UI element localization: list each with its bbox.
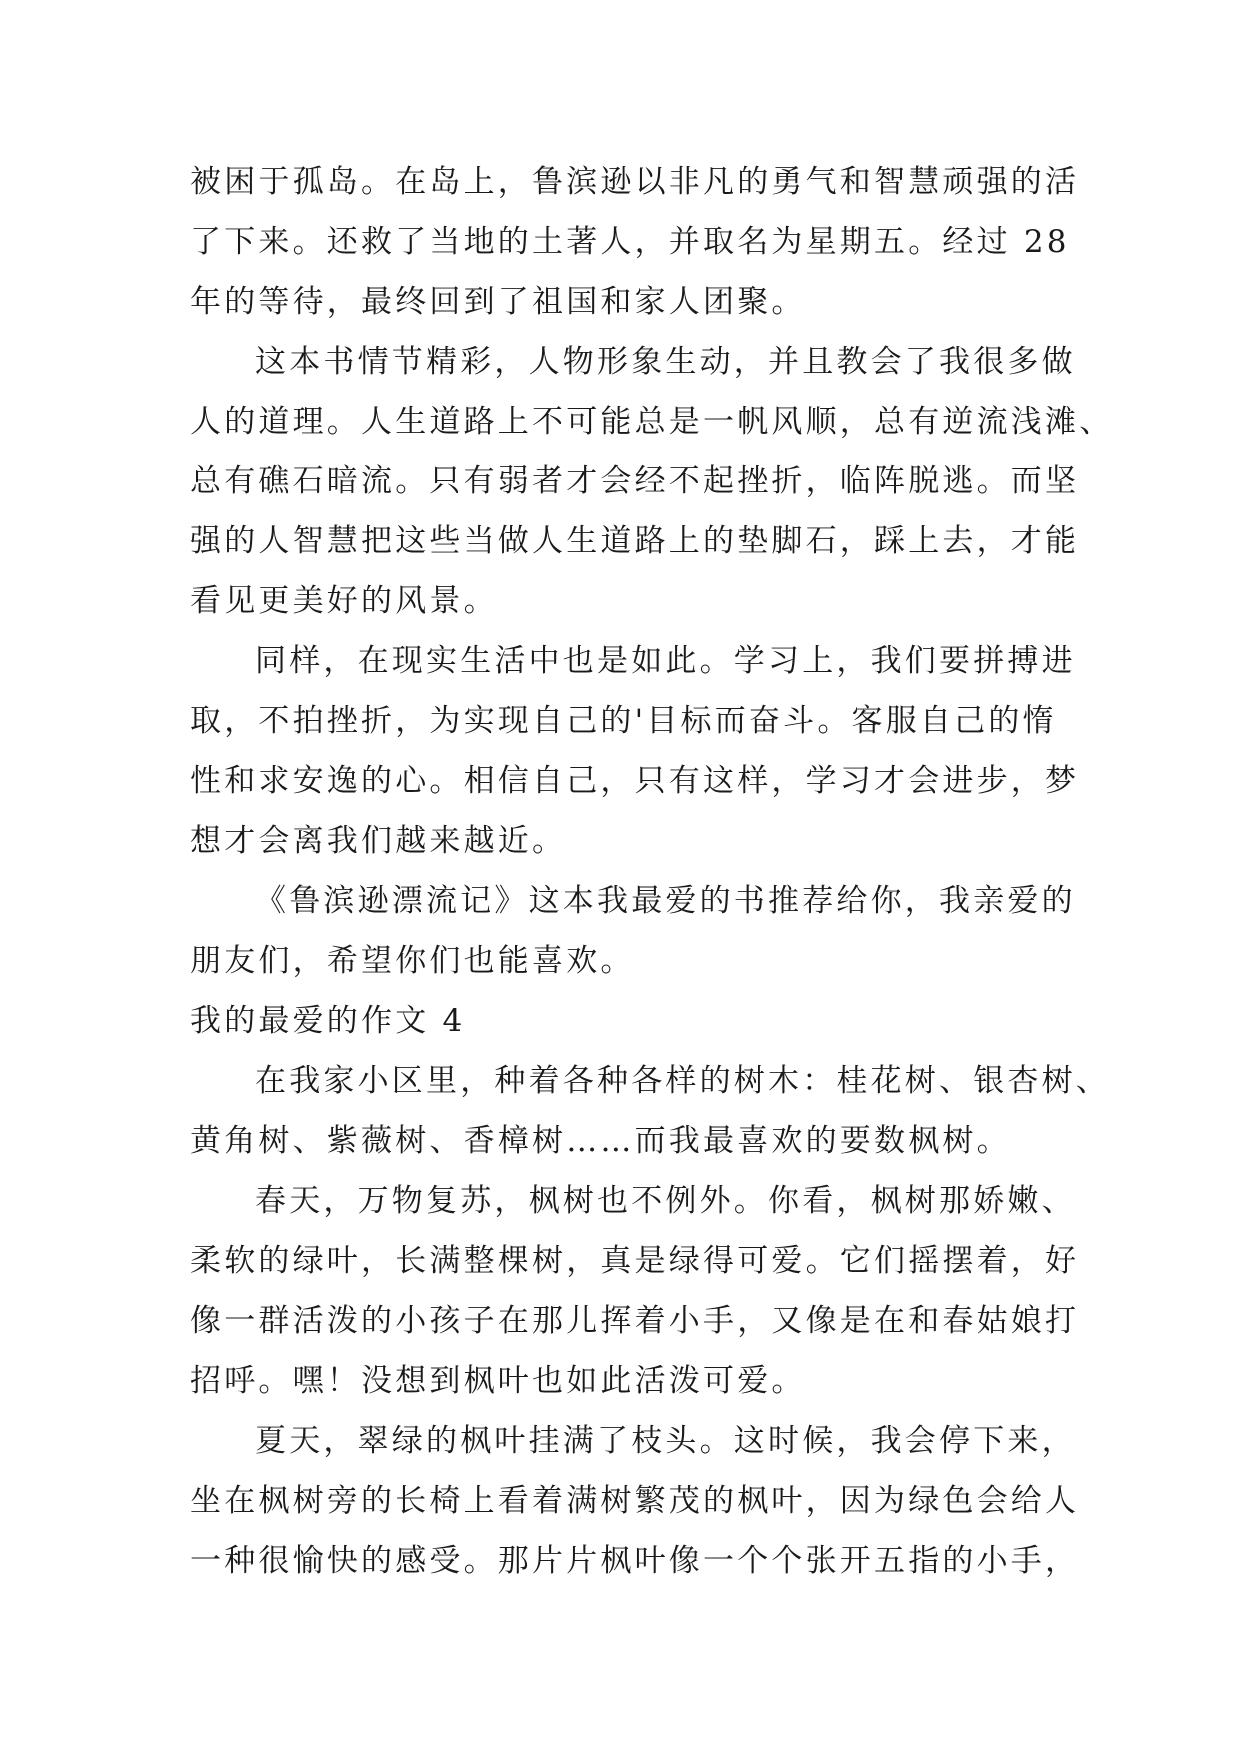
text-line: 了下来。还救了当地的土著人，并取名为星期五。经过 28 xyxy=(190,224,1070,260)
text-line: 看见更美好的风景。 xyxy=(190,583,498,619)
text-line: 招呼。嘿！没想到枫叶也如此活泼可爱。 xyxy=(190,1363,806,1399)
section-heading: 我的最爱的作文 4 xyxy=(190,1003,466,1039)
paragraph-first-line: 《鲁滨逊漂流记》这本我最爱的书推荐给你，我亲爱的 xyxy=(255,883,1076,919)
paragraph-first-line: 这本书情节精彩，人物形象生动，并且教会了我很多做 xyxy=(255,344,1076,380)
text-line: 人的道理。人生道路上不可能总是一帆风顺，总有逆流浅滩、 xyxy=(190,404,1114,440)
text-line: 朋友们，希望你们也能喜欢。 xyxy=(190,943,635,979)
text-line: 柔软的绿叶，长满整棵树，真是绿得可爱。它们摇摆着，好 xyxy=(190,1243,1080,1279)
text-line: 被困于孤岛。在岛上，鲁滨逊以非凡的勇气和智慧顽强的活 xyxy=(190,164,1080,200)
text-line: 总有礁石暗流。只有弱者才会经不起挫折，临阵脱逃。而坚 xyxy=(190,463,1080,499)
text-line: 取，不拍挫折，为实现自己的'目标而奋斗。客服自己的惰 xyxy=(190,703,1057,739)
text-line: 黄角树、紫薇树、香樟树……而我最喜欢的要数枫树。 xyxy=(190,1123,1011,1159)
text-line: 性和求安逸的心。相信自己，只有这样，学习才会进步，梦 xyxy=(190,763,1080,799)
text-line: 坐在枫树旁的长椅上看着满树繁茂的枫叶，因为绿色会给人 xyxy=(190,1483,1080,1519)
paragraph-first-line: 夏天，翠绿的枫叶挂满了枝头。这时候，我会停下来， xyxy=(255,1423,1076,1459)
text-line: 一种很愉快的感受。那片片枫叶像一个个张开五指的小手， xyxy=(190,1543,1080,1579)
text-line: 想才会离我们越来越近。 xyxy=(190,823,567,859)
paragraph-first-line: 春天，万物复苏，枫树也不例外。你看，枫树那娇嫩、 xyxy=(255,1183,1076,1219)
paragraph-first-line: 在我家小区里，种着各种各样的树木：桂花树、银杏树、 xyxy=(255,1063,1110,1099)
paragraph-first-line: 同样，在现实生活中也是如此。学习上，我们要拼搏进 xyxy=(255,643,1076,679)
text-line: 强的人智慧把这些当做人生道路上的垫脚石，踩上去，才能 xyxy=(190,523,1080,559)
text-line: 年的等待，最终回到了祖国和家人团聚。 xyxy=(190,284,806,320)
text-line: 像一群活泼的小孩子在那儿挥着小手，又像是在和春姑娘打 xyxy=(190,1303,1080,1339)
